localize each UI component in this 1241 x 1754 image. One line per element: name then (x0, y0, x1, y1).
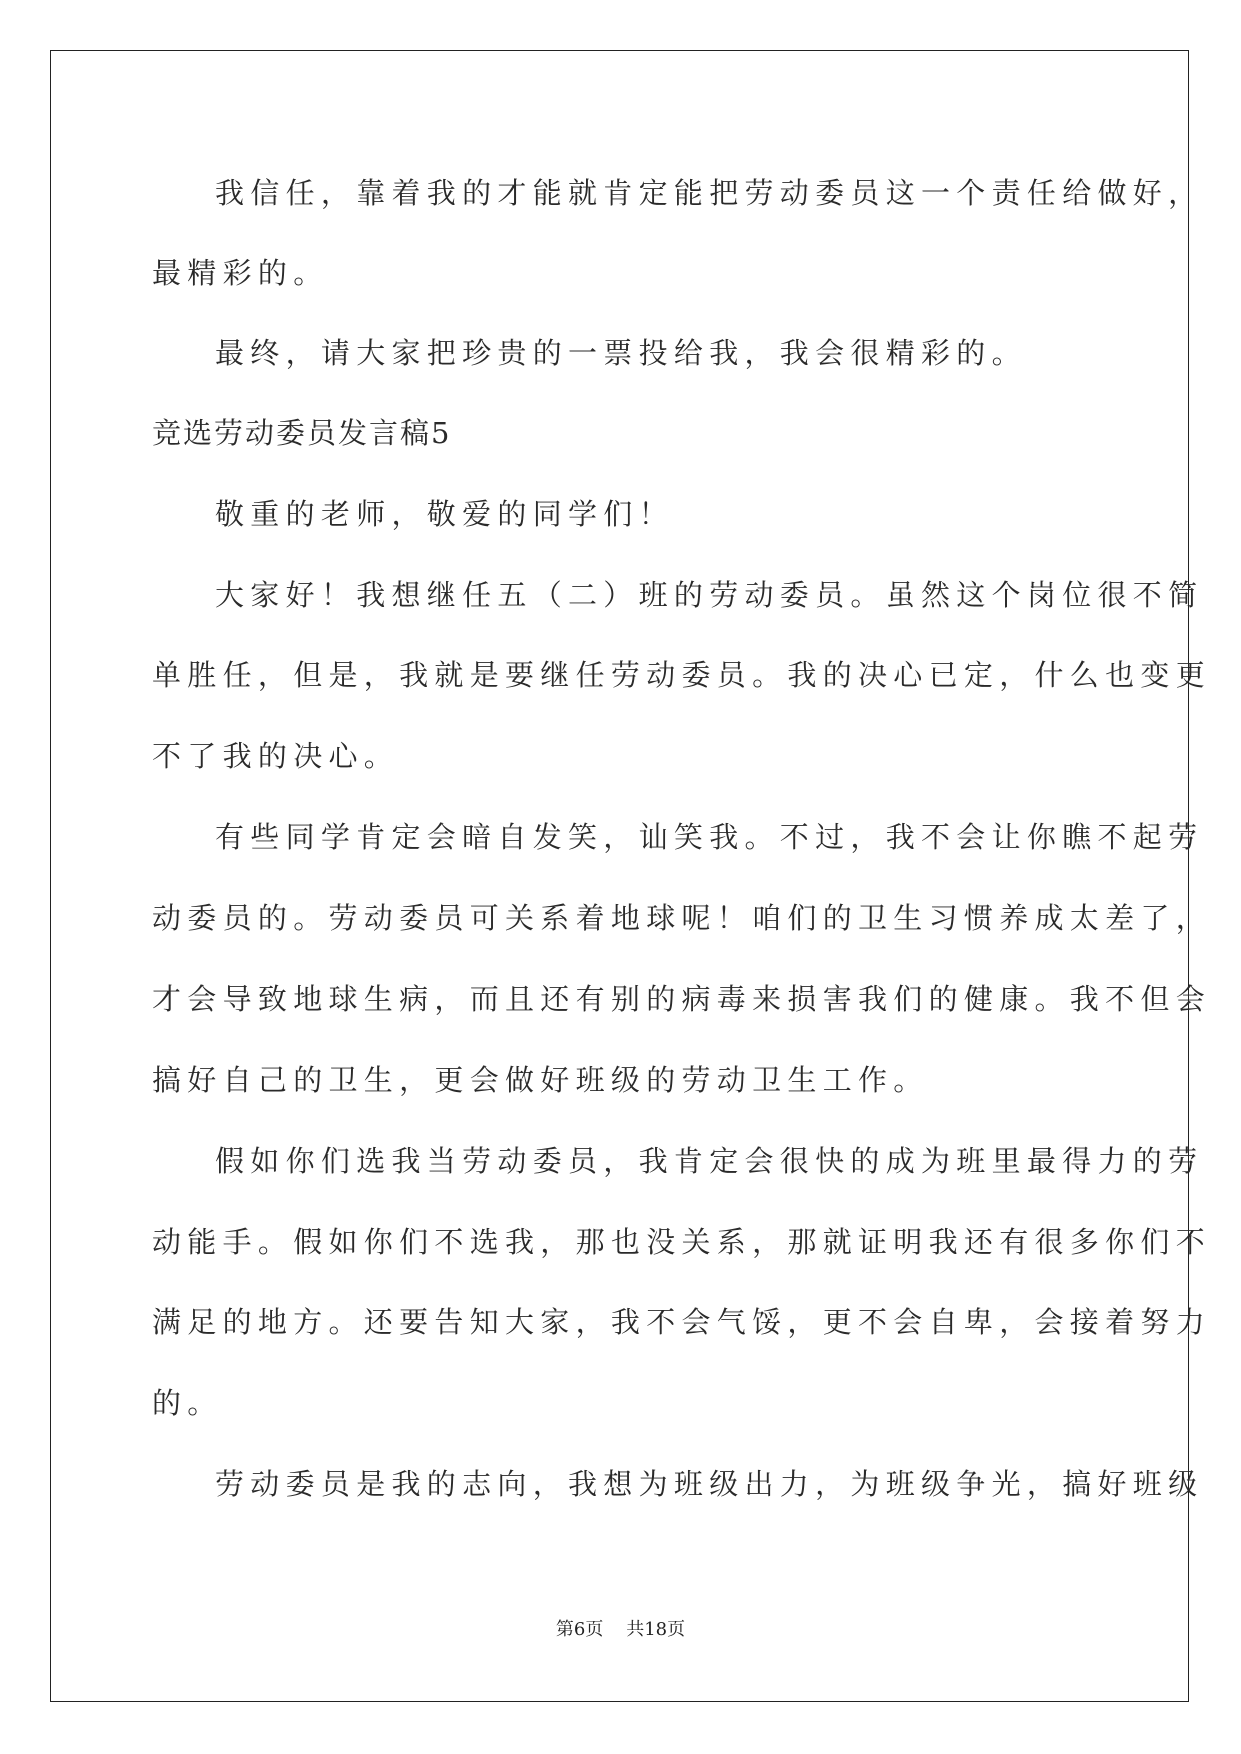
page-border (50, 50, 1189, 1702)
paragraph-line: 不了我的决心。 (152, 739, 400, 773)
greeting-line: 敬重的老师，敬爱的同学们！ (215, 497, 674, 531)
paragraph-line: 满足的地方。还要告知大家，我不会气馁，更不会自卑，会接着努力 (152, 1305, 1212, 1339)
paragraph-line: 动能手。假如你们不选我，那也没关系，那就证明我还有很多你们不 (152, 1225, 1212, 1259)
paragraph-line: 劳动委员是我的志向，我想为班级出力，为班级争光，搞好班级 (215, 1467, 1204, 1501)
paragraph-line: 搞好自己的卫生，更会做好班级的劳动卫生工作。 (152, 1063, 929, 1097)
section-title: 竞选劳动委员发言稿5 (152, 416, 452, 450)
paragraph-line: 大家好！我想继任五（二）班的劳动委员。虽然这个岗位很不简 (215, 578, 1204, 612)
paragraph-line: 我信任，靠着我的才能就肯定能把劳动委员这一个责任给做好， (215, 176, 1204, 210)
paragraph-line: 的。 (152, 1386, 223, 1420)
paragraph-line: 单胜任，但是，我就是要继任劳动委员。我的决心已定，什么也变更 (152, 658, 1212, 692)
paragraph-line: 假如你们选我当劳动委员，我肯定会很快的成为班里最得力的劳 (215, 1144, 1204, 1178)
paragraph-line: 最终，请大家把珍贵的一票投给我，我会很精彩的。 (215, 336, 1027, 370)
paragraph-line: 有些同学肯定会暗自发笑，讪笑我。不过，我不会让你瞧不起劳 (215, 820, 1204, 854)
paragraph-line: 动委员的。劳动委员可关系着地球呢！咱们的卫生习惯养成太差了， (152, 901, 1212, 935)
page-number: 第6页 共18页 (555, 1619, 686, 1640)
paragraph-line: 才会导致地球生病，而且还有别的病毒来损害我们的健康。我不但会 (152, 982, 1212, 1016)
paragraph-line: 最精彩的。 (152, 256, 329, 290)
